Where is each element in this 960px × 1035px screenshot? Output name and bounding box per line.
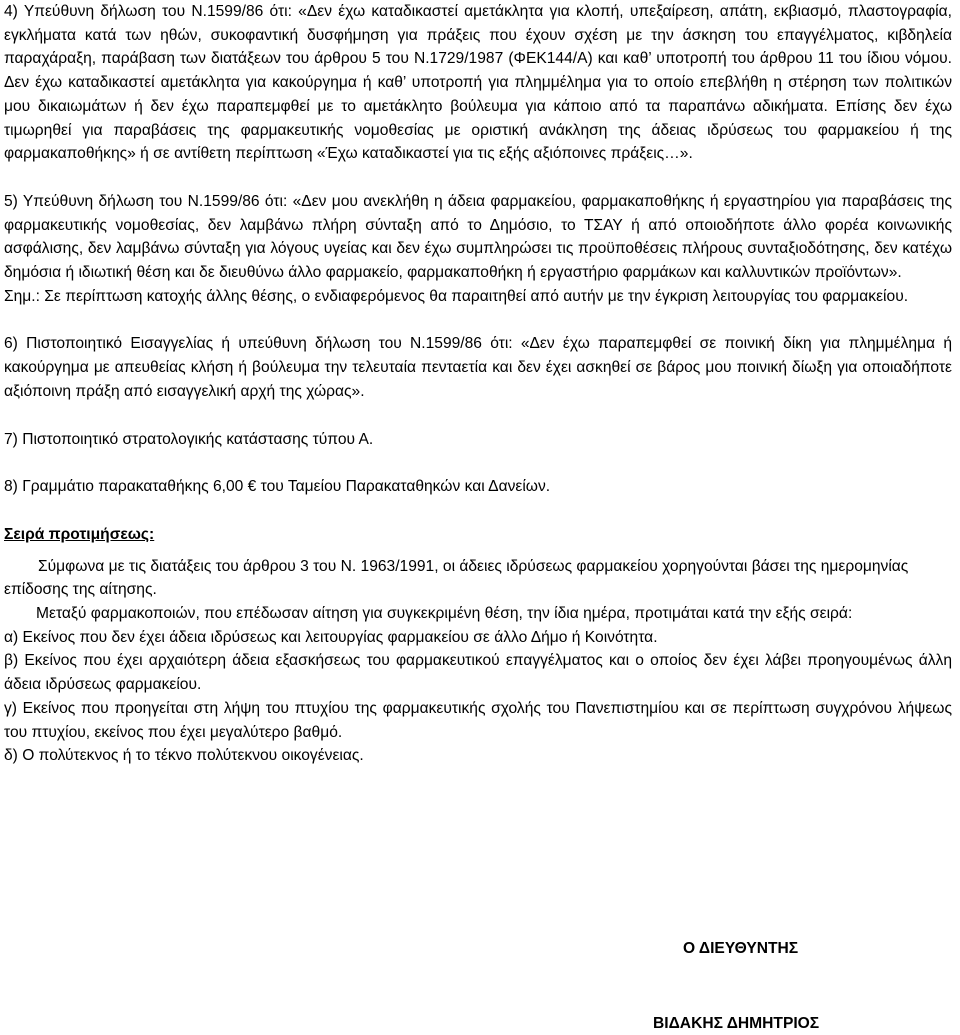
- priority-item-d: δ) Ο πολύτεκνος ή το τέκνο πολύτεκνου οικογένειας.: [4, 747, 364, 765]
- item-6: 6) Πιστοποιητικό Εισαγγελίας ή υπεύθυνη δήλωση του Ν.1599/86 ότι: «Δεν έχω παραπεμφθεί σε ποινική δίκη για πλημμέλημα ή κακούργημα με απευθείας κλήση ή βούλευμα την τελευταία πενταετία και δεν έχει ασκηθεί σε βάρος μου ποινική δίωξη για οποιαδήποτε αξιόποινη πράξη από εισαγγελική αρχή της χώρας».: [4, 335, 952, 400]
- signature-title: Ο ΔΙΕΥΘΥΝΤΗΣ: [683, 940, 799, 957]
- priority-item-c: γ) Εκείνος που προηγείται στη λήψη του πτυχίου της φαρμακευτικής σχολής του Πανεπιστημίου και σε περίπτωση συγχρόνου λήψεως του πτυχίου, εκείνος που έχει μεγαλύτερο βαθμό.: [4, 699, 952, 741]
- item-8: 8) Γραμμάτιο παρακαταθήκης 6,00 € του Ταμείου Παρακαταθηκών και Δανείων.: [4, 478, 551, 496]
- item-7: 7) Πιστοποιητικό στρατολογικής κατάστασης τύπου Α.: [4, 430, 374, 448]
- priority-item-b: β) Εκείνος που έχει αρχαιότερη άδεια εξασκήσεως του φαρμακευτικού επαγγέλματος και ο οποίος δεν έχει λάβει προηγουμένως άλλη άδεια ιδρύσεως φαρμακείου.: [4, 652, 952, 694]
- priority-paragraph-1: Σύμφωνα με τις διατάξεις του άρθρου 3 του Ν. 1963/1991, οι άδειες ιδρύσεως φαρμακείου χορηγούνται βάσει της ημερομηνίας επίδοσης της αίτησης.: [4, 557, 909, 599]
- item-4: 4) Υπεύθυνη δήλωση του Ν.1599/86 ότι: «Δεν έχω καταδικαστεί αμετάκλητα για κλοπή, υπεξαίρεση, απάτη, εκβιασμό, πλαστογραφία, εγκλήματα κατά των ηθών, συκοφαντική δυσφήμηση για πράξεις που έχουν σχέση με την άσκηση του επαγγέλματος, κιβδηλεία παραχάραξη, παράβαση των διατάξεων του άρθρου 5 του Ν.1729/1987 (ΦΕΚ144/Α) και καθ’ υποτροπή του άρθρου 11 του ίδιου νόμου. Δεν έχω καταδικαστεί αμετάκλητα για κακούργημα ή καθ’ υποτροπή για πλημμέλημα για το οποίο επεβλήθη η στέρηση των πολιτικών μου δικαιωμάτων ή δεν έχω παραπεμφθεί με το αμετάκλητο βούλευμα για κάποιο από τα παραπάνω αδικήματα. Επίσης δεν έχω τιμωρηθεί για παραβάσεις της φαρμακευτικής νομοθεσίας με οριστική ανάκληση της άδειας ιδρύσεως του φαρμακείου ή της φαρμακαποθήκης» ή σε αντίθετη περίπτωση «Έχω καταδικαστεί για τις εξής αξιόποινες πράξεις…».: [4, 3, 952, 163]
- signature-name: ΒΙΔΑΚΗΣ ΔΗΜΗΤΡΙΟΣ: [653, 1015, 820, 1032]
- document-page: [4, 0, 952, 768]
- item-5-note: Σημ.: Σε περίπτωση κατοχής άλλης θέσης, ο ενδιαφερόμενος θα παραιτηθεί από αυτήν με την έγκριση λειτουργίας του φαρμακείου.: [4, 287, 909, 305]
- priority-paragraph-2: Μεταξύ φαρμακοποιών, που επέδωσαν αίτηση για συγκεκριμένη θέση, την ίδια ημέρα, προτιμάται κατά την εξής σειρά:: [36, 605, 853, 623]
- priority-heading: Σειρά προτιμήσεως:: [4, 525, 155, 543]
- item-5: 5) Υπεύθυνη δήλωση του Ν.1599/86 ότι: «Δεν μου ανεκλήθη η άδεια φαρμακείου, φαρμακαποθήκης ή εργαστηρίου για παραβάσεις της φαρμακευτικής νομοθεσίας, δεν λαμβάνω πλήρη σύνταξη από το Δημόσιο, το ΤΣΑΥ ή από οποιοδήποτε άλλο φορέα κοινωνικής ασφάλισης, δεν λαμβάνω σύνταξη για λόγους υγείας και δεν έχω συμπληρώσει τις προϋποθέσεις πλήρους συνταξιοδότησης, δεν κατέχω δημόσια ή ιδιωτική θέση και δε διευθύνω άλλο φαρμακείο, φαρμακαποθήκη ή εργαστήριο φαρμάκων και καλλυντικών προϊόντων».: [4, 192, 952, 282]
- priority-item-a: α) Εκείνος που δεν έχει άδεια ιδρύσεως και λειτουργίας φαρμακείου σε άλλο Δήμο ή Κοινότητα.: [4, 628, 658, 646]
